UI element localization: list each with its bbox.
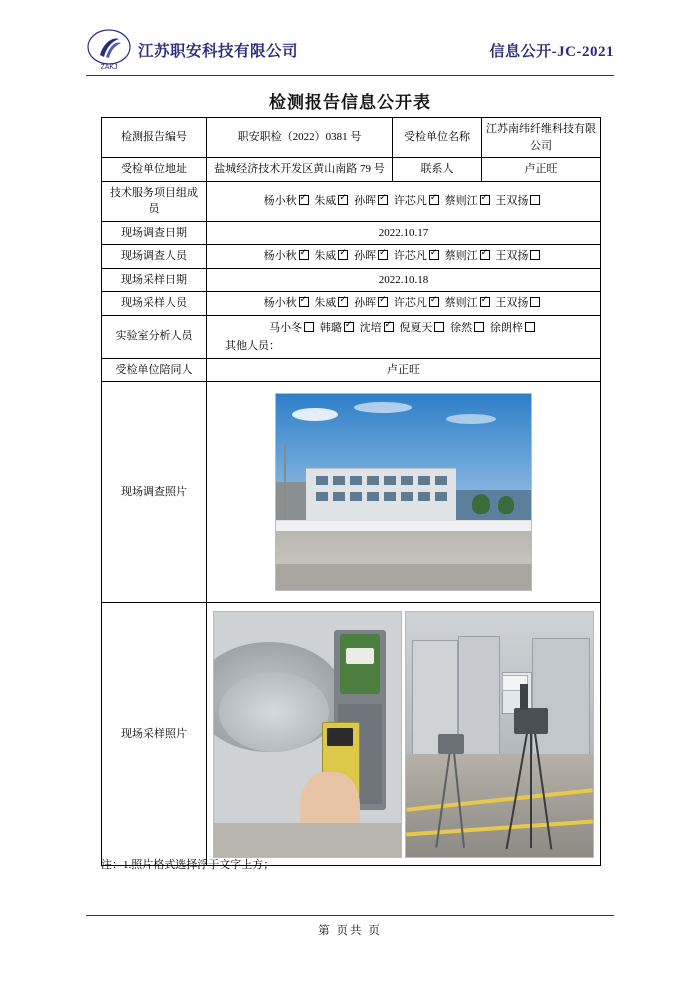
staff-name: 徐然	[450, 321, 473, 334]
table-row	[102, 292, 601, 316]
staff-checkbox-item[interactable]	[314, 297, 349, 309]
page-footer: 第 页共 页	[318, 925, 382, 937]
staff-name: 许芯凡	[393, 194, 427, 207]
staff-checkbox-item[interactable]	[490, 322, 536, 334]
checkbox-checked-icon[interactable]	[384, 322, 394, 332]
sampling-date-value: 2022.10.18	[207, 268, 601, 292]
staff-name: 朱威	[314, 250, 337, 262]
table-row	[102, 315, 601, 358]
checkbox-unchecked-icon[interactable]	[530, 297, 540, 307]
sampling-staff	[207, 292, 601, 316]
report-no-value: 职安职检（2022）0381 号	[207, 118, 393, 158]
checkbox-checked-icon[interactable]	[378, 195, 388, 205]
client-addr-label: 受检单位地址	[102, 158, 207, 182]
checkbox-checked-icon[interactable]	[299, 250, 309, 260]
checkbox-unchecked-icon[interactable]	[525, 322, 535, 332]
staff-checkbox-item[interactable]	[450, 322, 485, 334]
team-members	[207, 181, 601, 221]
client-name-value: 江苏南纬纤维科技有限公司	[482, 118, 601, 158]
contact-value: 卢正旺	[482, 158, 601, 182]
sampling-photo-cell	[207, 603, 601, 866]
staff-name: 杨小秋	[263, 250, 297, 262]
contact-label: 联系人	[393, 158, 482, 182]
checkbox-unchecked-icon[interactable]	[474, 322, 484, 332]
survey-photo-label: 现场调查照片	[102, 382, 207, 603]
checkbox-checked-icon[interactable]	[480, 195, 490, 205]
table-row	[102, 268, 601, 292]
survey-date-value: 2022.10.17	[207, 221, 601, 245]
staff-name: 马小冬	[269, 321, 303, 334]
staff-checkbox-item[interactable]	[394, 250, 440, 262]
client-addr-value: 盐城经济技术开发区黄山南路 79 号	[207, 158, 393, 182]
document-code: 信息公开-JC-2021	[489, 43, 614, 60]
staff-name: 沈培	[359, 321, 382, 334]
lab-staff-cell	[207, 315, 601, 358]
staff-name: 王双扬	[495, 194, 529, 207]
staff-name: 徐朗梓	[489, 321, 523, 334]
staff-checkbox-item[interactable]	[264, 250, 310, 262]
staff-name: 杨小秋	[263, 194, 297, 207]
page-title: 检测报告信息公开表	[269, 93, 431, 112]
staff-checkbox-item[interactable]	[495, 250, 541, 262]
checkbox-unchecked-icon[interactable]	[530, 250, 540, 260]
staff-name: 杨小秋	[263, 297, 297, 309]
staff-checkbox-item[interactable]	[264, 297, 310, 309]
staff-name: 蔡则江	[444, 250, 478, 262]
client-name-label: 受检单位名称	[393, 118, 482, 158]
checkbox-checked-icon[interactable]	[338, 250, 348, 260]
staff-checkbox-item[interactable]	[354, 195, 389, 207]
survey-staff	[207, 245, 601, 269]
checkbox-checked-icon[interactable]	[429, 195, 439, 205]
staff-name: 蔡则江	[444, 194, 478, 207]
staff-name: 朱威	[314, 194, 337, 207]
staff-name: 朱威	[314, 297, 337, 309]
table-row	[102, 358, 601, 382]
staff-checkbox-item[interactable]	[269, 322, 315, 334]
staff-checkbox-item[interactable]	[320, 322, 355, 334]
sampling-photo-left-image	[213, 611, 402, 858]
staff-checkbox-item[interactable]	[445, 297, 491, 309]
staff-checkbox-item[interactable]	[445, 250, 491, 262]
checkbox-checked-icon[interactable]	[344, 322, 354, 332]
sampling-date-label: 现场采样日期	[102, 268, 207, 292]
lab-other-label: 其他人员：	[225, 340, 280, 353]
staff-checkbox-item[interactable]	[495, 195, 541, 207]
staff-name: 蔡则江	[444, 297, 478, 309]
staff-name: 许芯凡	[393, 250, 427, 262]
checkbox-checked-icon[interactable]	[299, 195, 309, 205]
staff-checkbox-item[interactable]	[314, 250, 349, 262]
lab-staff-label: 实验室分析人员	[102, 315, 207, 358]
checkbox-checked-icon[interactable]	[299, 297, 309, 307]
staff-name: 许芯凡	[393, 297, 427, 309]
company-logo-icon	[86, 27, 132, 73]
sampling-staff-label: 现场采样人员	[102, 292, 207, 316]
info-table	[101, 117, 601, 866]
survey-photo-cell	[207, 382, 601, 603]
staff-checkbox-item[interactable]	[394, 195, 440, 207]
table-row	[102, 158, 601, 182]
checkbox-unchecked-icon[interactable]	[304, 322, 314, 332]
staff-checkbox-item[interactable]	[354, 250, 389, 262]
sampling-photo-label: 现场采样照片	[102, 603, 207, 866]
lab-staff	[207, 316, 600, 339]
staff-checkbox-item[interactable]	[360, 322, 395, 334]
staff-checkbox-item[interactable]	[394, 297, 440, 309]
staff-checkbox-item[interactable]	[314, 195, 349, 207]
page-header	[86, 24, 614, 76]
staff-checkbox-item[interactable]	[264, 195, 310, 207]
staff-checkbox-item[interactable]	[354, 297, 389, 309]
checkbox-checked-icon[interactable]	[429, 250, 439, 260]
survey-photo-image	[275, 393, 532, 591]
checkbox-checked-icon[interactable]	[480, 250, 490, 260]
table-row	[102, 118, 601, 158]
team-label: 技术服务项目组成员	[102, 181, 207, 221]
staff-name: 孙晖	[354, 297, 377, 309]
brand	[86, 27, 298, 73]
staff-name: 孙晖	[354, 250, 377, 262]
report-no-label: 检测报告编号	[102, 118, 207, 158]
checkbox-checked-icon[interactable]	[338, 297, 348, 307]
table-note: 注：1.照片格式选择浮于文字上方；	[101, 859, 275, 871]
sampling-photo-right-image	[405, 611, 594, 858]
header-divider	[86, 75, 614, 76]
survey-date-label: 现场调查日期	[102, 221, 207, 245]
checkbox-unchecked-icon[interactable]	[434, 322, 444, 332]
staff-checkbox-item[interactable]	[399, 322, 445, 334]
checkbox-unchecked-icon[interactable]	[530, 195, 540, 205]
footer-divider	[86, 915, 614, 916]
staff-name: 王双扬	[495, 250, 529, 262]
svg-text:ZAKJ: ZAKJ	[100, 64, 118, 71]
checkbox-checked-icon[interactable]	[338, 195, 348, 205]
checkbox-checked-icon[interactable]	[429, 297, 439, 307]
staff-checkbox-item[interactable]	[495, 297, 541, 309]
table-row-sampling-photo	[102, 603, 601, 866]
table-row	[102, 181, 601, 221]
accompany-label: 受检单位陪同人	[102, 358, 207, 382]
table-row-survey-photo	[102, 382, 601, 603]
checkbox-checked-icon[interactable]	[378, 297, 388, 307]
accompany-value: 卢正旺	[207, 358, 601, 382]
survey-staff-label: 现场调查人员	[102, 245, 207, 269]
table-row	[102, 221, 601, 245]
staff-name: 孙晖	[354, 194, 377, 207]
company-name: 江苏职安科技有限公司	[138, 43, 299, 60]
table-row	[102, 245, 601, 269]
checkbox-checked-icon[interactable]	[480, 297, 490, 307]
checkbox-checked-icon[interactable]	[378, 250, 388, 260]
staff-name: 王双扬	[495, 297, 529, 309]
staff-checkbox-item[interactable]	[445, 195, 491, 207]
staff-name: 韩璐	[319, 321, 342, 334]
staff-name: 倪夏天	[399, 321, 433, 334]
